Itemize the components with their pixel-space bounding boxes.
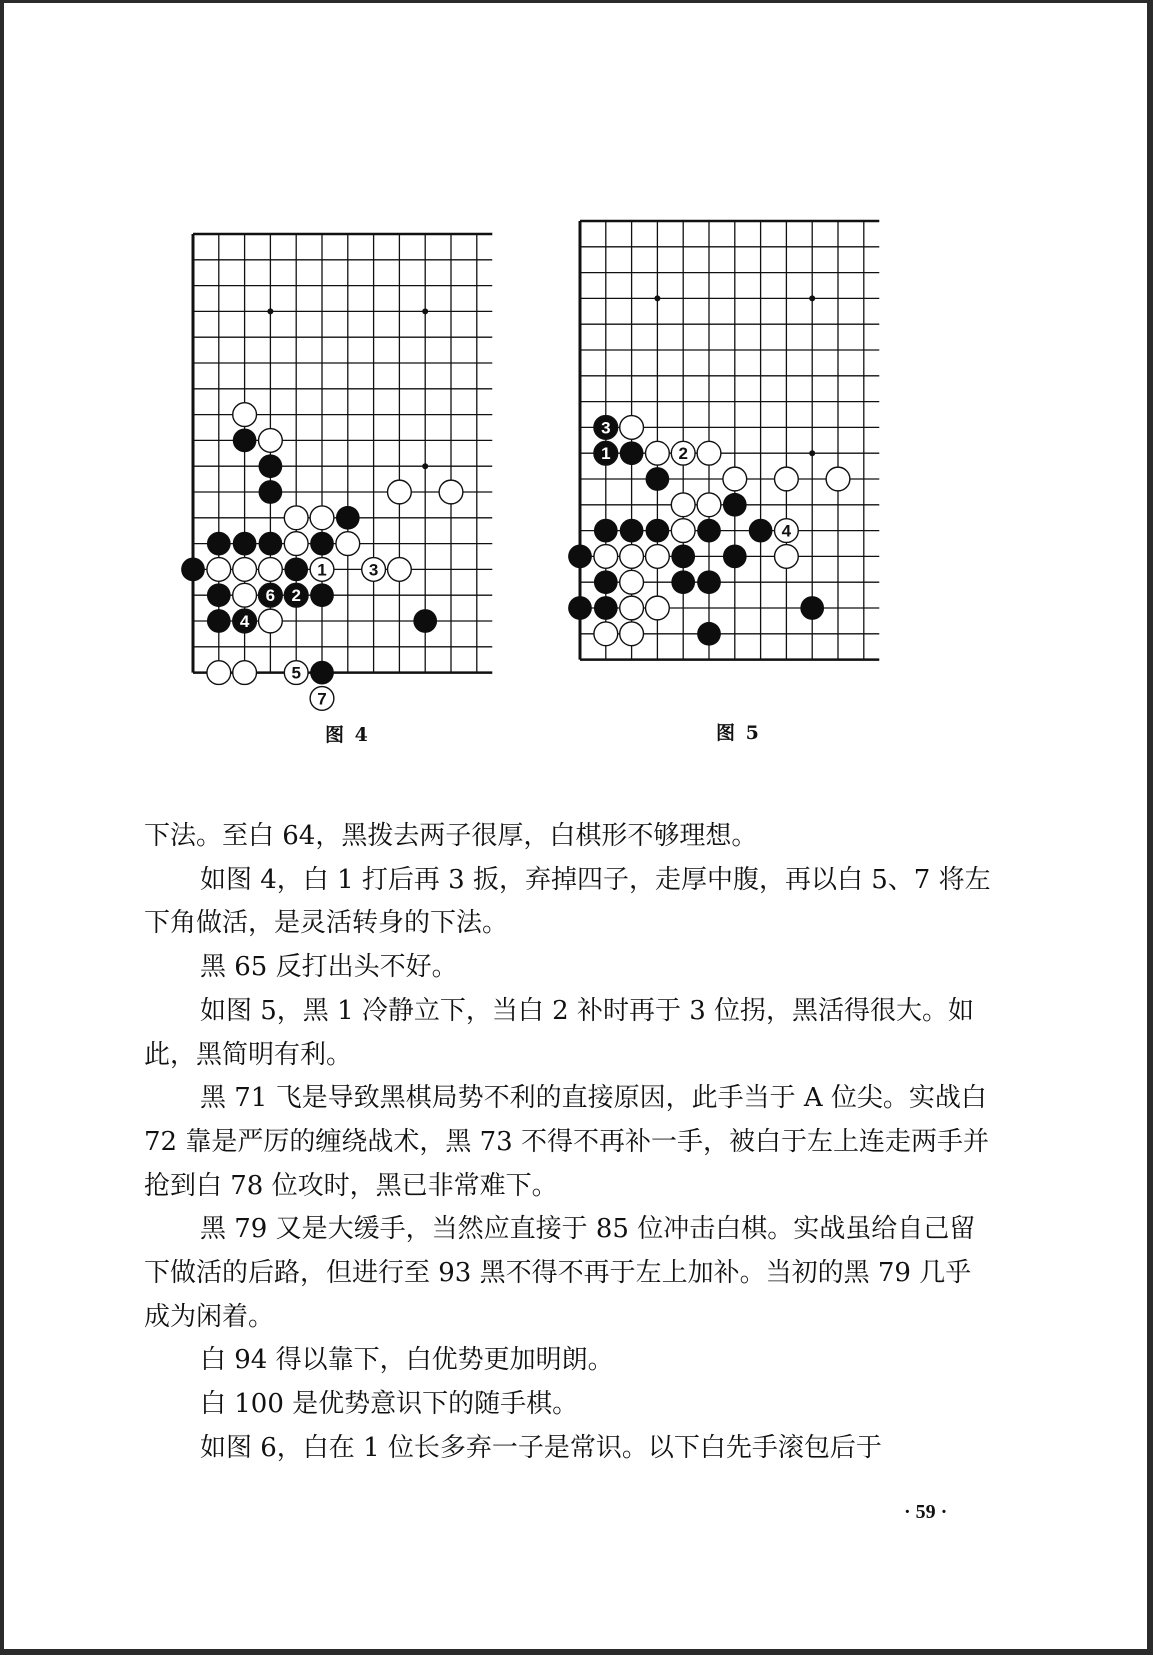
document-page: [4, 3, 1147, 1649]
white-stone: [646, 596, 670, 620]
white-stone: [620, 622, 644, 646]
move-number-label: 2: [291, 586, 301, 606]
black-stone: [310, 661, 334, 685]
body-text: [144, 815, 994, 1471]
black-stone: [697, 570, 721, 594]
white-stone: [259, 558, 283, 582]
white-stone: [284, 506, 308, 530]
figure-5-caption: 图 5: [716, 722, 761, 744]
figure-4-caption: 图 4: [325, 724, 370, 746]
white-stone: [671, 519, 695, 543]
black-stone: [233, 532, 257, 556]
white-stone: [646, 441, 670, 465]
star-point: [422, 308, 428, 314]
go-board-figure-5: [576, 217, 886, 687]
black-stone: [594, 519, 618, 543]
white-stone: [620, 596, 644, 620]
go-board-figure-4: [190, 231, 500, 709]
paragraph: 黑 65 反打出头不好。: [200, 952, 458, 983]
go-diagram-figure-5: [576, 217, 886, 687]
move-number-label: 6: [265, 586, 276, 606]
board-grid: [580, 221, 879, 660]
black-stone: [336, 506, 360, 530]
white-stone: [259, 429, 283, 453]
black-stone: [259, 454, 283, 478]
move-number-label: 1: [601, 444, 611, 464]
black-stone: [310, 583, 334, 607]
black-stone: [233, 429, 257, 453]
white-stone: [620, 570, 644, 594]
white-stone: [775, 467, 799, 491]
black-stone: [207, 583, 231, 607]
black-stone: [259, 532, 283, 556]
black-stone: [207, 609, 231, 633]
white-stone: [336, 532, 360, 556]
black-stone: [646, 519, 670, 543]
black-stone: [181, 558, 205, 582]
white-stone: [233, 558, 257, 582]
paragraph: 白 100 是优势意识下的随手棋。: [200, 1389, 579, 1420]
white-stone: [259, 609, 283, 633]
black-stone: [671, 570, 695, 594]
move-number-label: 3: [368, 560, 379, 580]
black-stone: [594, 570, 618, 594]
black-stone: [671, 545, 695, 569]
black-stone: [594, 596, 618, 620]
star-point: [422, 463, 428, 469]
black-stone: [723, 493, 747, 517]
paragraph: 下法。至白 64，黑拨去两子很厚，白棋形不够理想。: [144, 821, 758, 851]
paragraph: 如图 5，黑 1 冷静立下，当白 2 补时再于 3 位拐，黑活得很大。如此，黑简明有利。: [144, 995, 975, 1070]
black-stone: [620, 441, 644, 465]
white-stone: [646, 545, 670, 569]
white-stone: [723, 467, 747, 491]
white-stone: [207, 661, 231, 685]
move-number-label: 3: [601, 418, 611, 438]
black-stone: [284, 558, 308, 582]
white-stone: [620, 545, 644, 569]
move-number-label: 4: [781, 521, 792, 541]
page-number: · 59 ·: [904, 1501, 948, 1523]
black-stone: [697, 519, 721, 543]
move-number-label: 4: [239, 612, 250, 631]
paragraph: 黑 79 又是大缓手，当然应直接于 85 位冲击白棋。实战虽给自己留下做活的后路，但进行至 93 黑不得不再于左上加补。当初的黑 79 几乎成为闲着。: [144, 1214, 976, 1332]
black-stone: [310, 532, 334, 556]
black-stone: [568, 545, 592, 569]
black-stone: [697, 622, 721, 646]
white-stone: [207, 558, 231, 582]
white-stone: [671, 493, 695, 517]
white-stone: [620, 416, 644, 440]
black-stone: [646, 467, 670, 491]
white-stone: [310, 506, 334, 530]
paragraph: 如图 6，白在 1 位长多弃一子是常识。以下白先手滚包后于: [200, 1432, 882, 1463]
black-stone: [800, 596, 824, 620]
white-stone: [594, 622, 618, 646]
move-number-label: 7: [317, 689, 327, 709]
move-number-label: 5: [291, 663, 301, 683]
white-stone: [697, 493, 721, 517]
black-stone: [620, 519, 644, 543]
star-point: [654, 295, 660, 301]
white-stone: [233, 403, 257, 427]
paragraph: 白 94 得以靠下，白优势更加明朗。: [200, 1345, 614, 1376]
star-point: [809, 450, 815, 456]
white-stone: [594, 545, 618, 569]
move-number-label: 1: [317, 560, 327, 580]
paragraph: 如图 4，白 1 打后再 3 扳，弃掉四子，走厚中腹，再以白 5、7 将左下角做活，是灵活转身的下法。: [144, 864, 991, 939]
white-stone: [439, 480, 463, 504]
white-stone: [697, 441, 721, 465]
star-point: [267, 308, 273, 314]
black-stone: [413, 609, 437, 633]
star-point: [809, 295, 815, 301]
white-stone: [233, 583, 257, 607]
white-stone: [775, 545, 799, 569]
black-stone: [207, 532, 231, 556]
board-grid: [193, 234, 492, 673]
white-stone: [233, 661, 257, 685]
move-number-label: 2: [678, 444, 688, 464]
go-diagram-figure-4: [190, 231, 500, 709]
white-stone: [388, 558, 412, 582]
white-stone: [388, 480, 412, 504]
white-stone: [826, 467, 850, 491]
black-stone: [749, 519, 773, 543]
black-stone: [259, 480, 283, 504]
white-stone: [284, 532, 308, 556]
black-stone: [723, 545, 747, 569]
black-stone: [568, 596, 592, 620]
paragraph: 黑 71 飞是导致黑棋局势不利的直接原因，此手当于 A 位尖。实战白 72 靠是严厉的缠绕战术，黑 73 不得不再补一手，被白于左上连走两手并抢到白 78 位攻时，黑已非常难下。: [144, 1083, 989, 1201]
